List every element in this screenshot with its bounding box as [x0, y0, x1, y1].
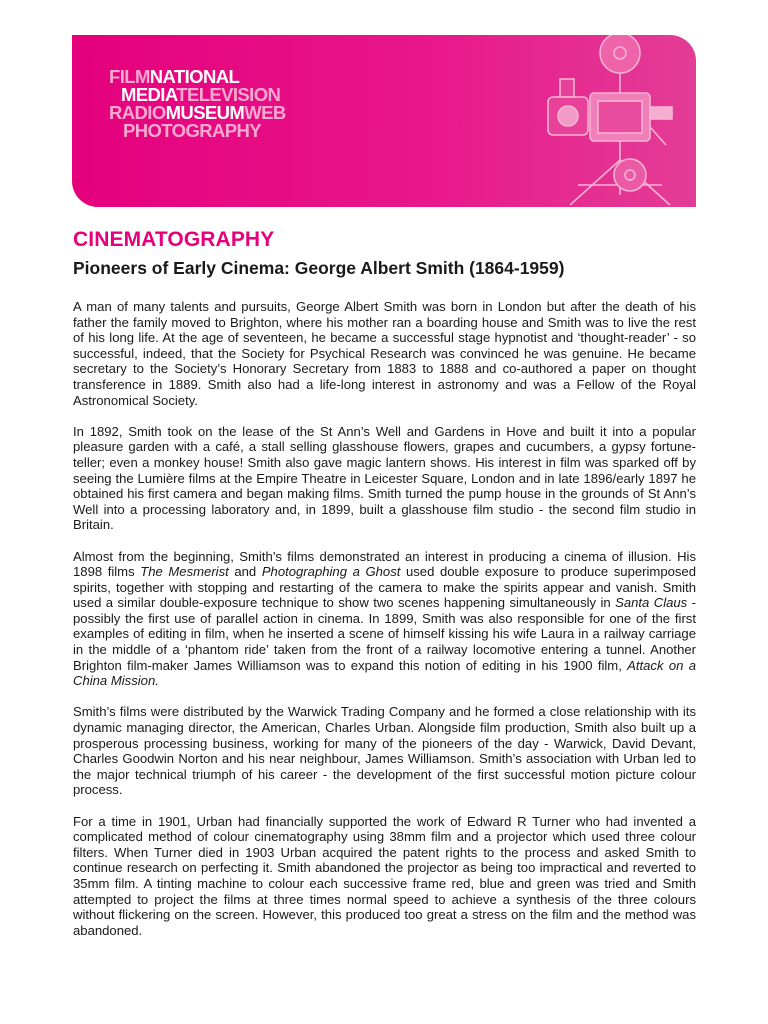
logo-row-1: FILMNATIONAL: [109, 66, 240, 87]
paragraph: [73, 424, 696, 533]
paragraph: [73, 704, 696, 798]
paragraph: [73, 549, 696, 689]
paragraph-text: Almost from the beginning, Smith’s films demonstrated an interest in producing a cinema of illusion. His 1898 films: [73, 548, 696, 580]
paragraph-text: - possibly the first use of parallel action in cinema. In 1899, Smith was also responsible for one of the first examples of editing in film, when he inserted a scene of himself kissing his wife Laura in a railway carriage in the middle of a ‘phantom ride’ taken from the front of a railway locomotive entering a tunnel. Another Brighton film-maker James Williamson was to expand this notion of editing in his 1900 film,: [73, 595, 696, 673]
page-heading: CINEMATOGRAPHY: [73, 228, 275, 251]
paragraph-text: A man of many talents and pursuits, George Albert Smith was born in London but after the death of his father the family moved to Brighton, where his mother ran a boarding house and Smith was to live the rest of his long life. At the age of seventeen, he became a successful stage hypnotist and ‘thought-reader’ - so successful, indeed, that the Society for Psychical Research was convinced he was genuine. He became secretary to the Society’s Honorary Secretary from 1883 to 1888 and co-authored a paper on thought transference in 1889. Smith also had a life-long interest in astronomy and was a Fellow of the Royal Astronomical Society.: [73, 299, 696, 408]
logo-row-4: PHOTOGRAPHY: [123, 120, 261, 141]
paragraph-text: Smith’s films were distributed by the Warwick Trading Company and he formed a close relationship with its dynamic managing director, the American, Charles Urban. Alongside film production, Smith also built up a prosperous processing business, working for many of the pioneers of the day - Warwick, David Devant, Charles Goodwin Norton and his near neighbour, James Williamson. Smith’s association with Urban led to the major technical triumph of his career - the development of the first successful motion picture colour process.: [73, 704, 696, 798]
logo-row-3: RADIOMUSEUMWEB: [109, 102, 286, 123]
paragraph-text: In 1892, Smith took on the lease of the St Ann’s Well and Gardens in Hove and built it into a popular pleasure garden with a café, a stall selling glasshouse flowers, grapes and cucumbers, a gypsy fortune-teller; even a monkey house! Smith also gave magic lantern shows. His interest in film was sparked off by seeing the Lumière films at the Empire Theatre in Leicester Square, London and in late 1896/early 1897 he obtained his first camera and began making films. Smith turned the pump house in the grounds of St Ann’s Well into a processing laboratory and, in 1899, built a glasshouse film studio - the second film studio in Britain.: [73, 423, 696, 533]
film-title-text: Santa Claus: [615, 595, 688, 611]
paragraph-text: used double exposure to produce superimposed spirits, together with stopping and restarting of the camera to make the spirits appear and vanish. Smith used a similar double-exposure technique to show two scenes happening simultaneously in: [73, 564, 696, 611]
film-title-text: Photographing a Ghost: [261, 564, 401, 580]
paragraph-text: and: [228, 564, 262, 580]
film-title-text: The Mesmerist: [140, 564, 229, 580]
projector-illustration: [470, 35, 690, 207]
article-title: Pioneers of Early Cinema: George Albert Smith (1864-1959): [73, 258, 565, 278]
paragraph: [73, 299, 696, 408]
logo-row-2: MEDIATELEVISION: [121, 84, 281, 105]
article-body: [73, 299, 696, 954]
film-title-text: Attack on a China Mission.: [73, 657, 696, 689]
museum-logo[interactable]: [109, 68, 286, 140]
paragraph-text: For a time in 1901, Urban had financially supported the work of Edward R Turner who had invented a complicated method of colour cinematography using 38mm film and a projector which used three colour filters. When Turner died in 1903 Urban acquired the patent rights to the process and asked Smith to continue research on perfecting it. Smith abandoned the projector as being too impractical and reverted to 35mm film. A tinting machine to colour each successive frame red, blue and green was tried and Smith attempted to project the films at three times normal speed to achieve a synthesis of the three colours without flickering on the screen. However, this produced too great a stress on the film and the method was abandoned.: [73, 813, 696, 938]
paragraph: [73, 814, 696, 939]
header-banner: [72, 35, 696, 207]
